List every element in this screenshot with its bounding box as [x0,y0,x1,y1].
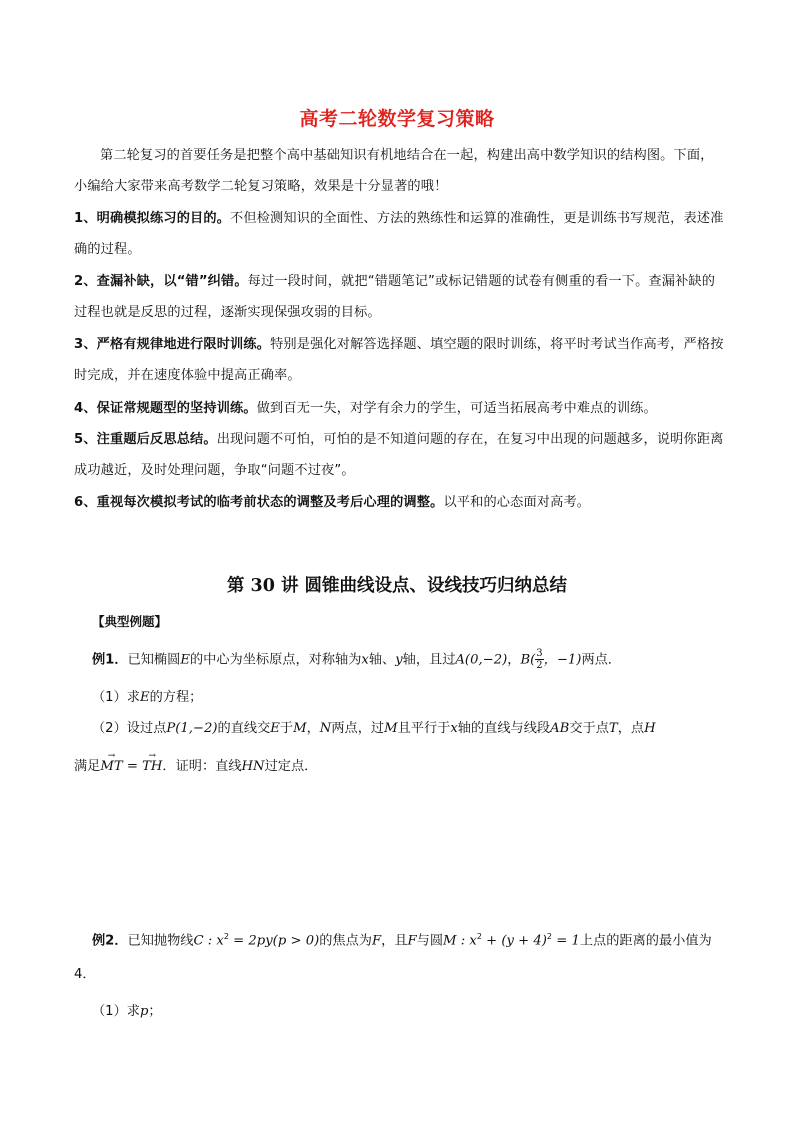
text: 已知椭圆 [127,652,181,668]
point-2-head: 2、查漏补缺，以“错”纠错。 [74,274,248,289]
text: 的焦点为 [319,933,372,949]
text: 两点． [581,652,621,668]
text: 轴、 [368,652,396,668]
intro-paragraph: 第二轮复习的首要任务是把整个高中基础知识有机地结合在一起，构建出高中数学知识的结构图。下面，小编给大家带来高考数学二轮复习策略，效果是十分显著的哦！ [74,148,714,194]
math-E: E [139,690,150,705]
math-point-B: B( [520,652,536,668]
text: （1）求 [92,690,140,705]
text: ； [148,1004,162,1019]
text: 两点，过 [331,721,385,736]
math-H: H [644,721,656,736]
text: （2）设过点 [92,721,167,736]
equals-sign: = [122,759,143,774]
math-p: p [139,1004,149,1019]
math-x: x [361,652,369,668]
math-E: E [180,652,190,668]
point-1-body: 不但检测知识的全面性、方法的熟练性和运算的准确性，更是训练书写规范，表述准确的过程。 [74,211,724,257]
example-1-question-2-cont [74,757,734,777]
text: 轴，且过 [402,652,456,668]
point-1 [74,203,724,265]
text: 于 [279,721,294,736]
text: （1）求 [92,1004,140,1019]
text: 的方程； [149,690,203,705]
text: ．证明：直线 [162,759,242,774]
text: ， [507,652,521,668]
math-y: y [395,652,403,668]
point-4 [74,393,724,424]
text: 满足 [74,759,101,774]
math-AB: AB [550,721,570,736]
example-1-stem [92,648,732,671]
point-1-head: 1、明确模拟练习的目的。 [74,211,231,226]
math-T: T [608,721,618,736]
point-4-head: 4、保证常规题型的坚持训练。 [74,401,257,416]
math-circle-M: M : x [443,933,477,949]
example-1-label: 例1． [92,652,128,668]
text: 交于点 [569,721,609,736]
example-1-question-1 [92,688,732,708]
doc-title: 高考二轮数学复习策略 [299,108,495,130]
example-2-question-1 [92,1002,732,1022]
section-title: 第 30 讲 圆锥曲线设点、设线技巧归纳总结 [226,576,568,596]
text: 已知抛物线 [127,933,194,949]
example-2-stem: 例2．已知抛物线C : $x^2 = 2py(p > 0)$的焦点为F，且F与圆M : $x^2 + (y + 4)^2 = 1$上点的距离的最小值为 [92,932,712,949]
point-2-body: 每过一段时间，就把“错题笔记”或标记错题的试卷有侧重的看一下。查漏补缺的过程也就是反思的过程，逐渐实现保强攻弱的目标。 [74,274,716,320]
math-HN: HN [241,759,265,774]
point-2 [74,266,724,328]
math-circle-M-end: = 1 [552,933,580,949]
fraction-3-2 [535,648,543,671]
math-circle-M-mid: + (y + 4) [481,933,547,949]
math-F: F [407,933,417,949]
point-5-head: 5、注重题后反思总结。 [74,432,217,447]
vector-TH: → TH [142,757,162,777]
text: 的直线交 [217,721,271,736]
math-N: N [319,721,332,736]
example-2-stem-cont: 4． [74,967,96,982]
math-x: x [450,721,458,736]
text: 上点的距离的最小值为 [579,933,712,949]
text: 与圆 [416,933,444,949]
text: ，且 [381,933,408,949]
math-F: F [371,933,382,949]
point-6-body: 以平和的心态面对高考。 [443,495,591,510]
text: ，点 [617,721,645,736]
example-tag: 【典型例题】 [92,614,168,629]
math-curve-C: C : x [193,933,224,949]
math-point-P: P(1,−2) [166,721,218,736]
point-3-head: 3、严格有规律地进行限时训练。 [74,337,271,352]
point-6-head: 6、重视每次模拟考试的临考前状态的调整及考后心理的调整。 [74,495,444,510]
math-M: M [293,721,307,736]
text: 轴的直线与线段 [457,721,551,736]
point-3-body: 特别是强化对解答选择题、填空题的限时训练，将平时考试当作高考，严格按时完成，并在速度体验中提高正确率。 [74,337,724,383]
text: ， [306,721,320,736]
fraction-denominator: 2 [536,660,543,671]
math-M: M [384,721,398,736]
math-point-B-end: ，−1) [543,652,582,668]
fraction-numerator: 3 [536,648,543,659]
point-5 [74,424,724,486]
point-3 [74,329,724,391]
math-point-A: A(0,−2) [455,652,508,668]
point-5-body: 出现问题不可怕，可怕的是不知道问题的存在，在复习中出现的问题越多，说明你距离成功越近，及时处理问题，争取“问题不过夜”。 [74,432,724,478]
text: 过定点． [264,759,318,774]
vector-MT: → MT [100,757,122,777]
text: 且平行于 [397,721,451,736]
text: 的中心为坐标原点，对称轴为 [189,652,362,668]
point-4-body: 做到百无一失，对学有余力的学生，可适当拓展高考中难点的训练。 [256,401,657,416]
example-1-question-2 [92,719,732,739]
example-2-label: 例2． [92,933,128,949]
math-curve-C-rest: = 2py(p > 0) [228,933,320,949]
math-E: E [270,721,280,736]
point-6 [74,487,724,518]
